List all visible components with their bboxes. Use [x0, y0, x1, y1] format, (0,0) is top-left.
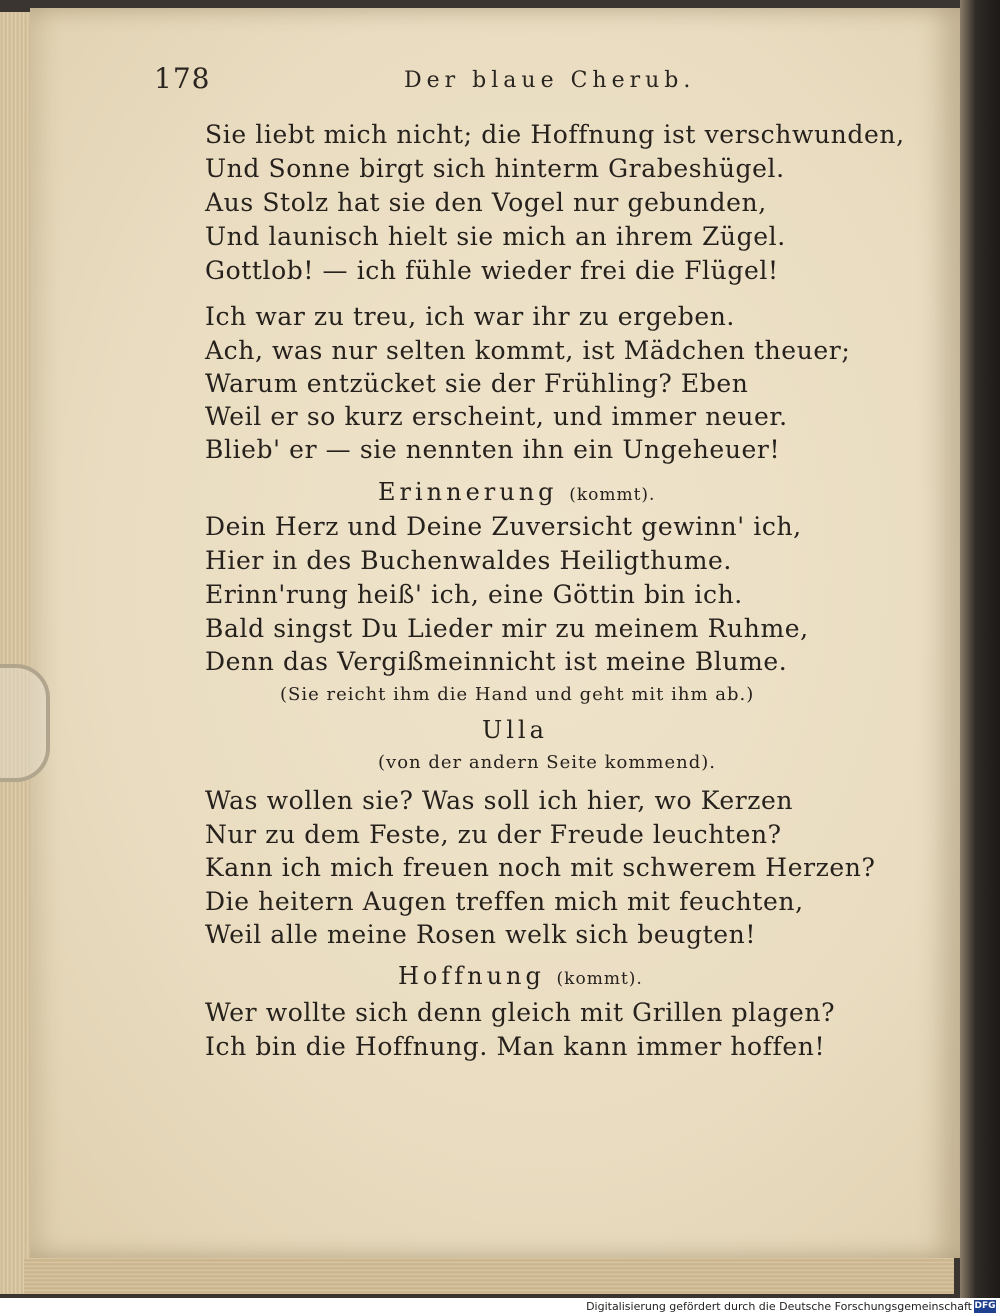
page-clip — [0, 664, 50, 782]
verse-line: Denn das Vergißmeinnicht ist meine Blume. — [205, 647, 788, 676]
page-header — [154, 62, 774, 106]
verse-line: Weil alle meine Rosen welk sich beugten! — [205, 920, 756, 949]
verse-line: Blieb' er — sie nennten ihn ein Ungeheuer! — [205, 435, 781, 464]
verse-line: Nur zu dem Feste, zu der Freude leuchten? — [205, 820, 782, 849]
speaker-heading — [378, 478, 655, 506]
speaker-name: Hoffnung — [398, 962, 545, 990]
dfg-logo: DFG — [974, 1301, 996, 1311]
verse-line: Ich bin die Hoffnung. Man kann immer hoffen! — [205, 1032, 826, 1061]
verse-line: Und launisch hielt sie mich an ihrem Zügel. — [205, 222, 786, 251]
verse-line: Wer wollte sich denn gleich mit Grillen plagen? — [205, 998, 836, 1027]
verse-line: Warum entzücket sie der Frühling? Eben — [205, 369, 749, 398]
verse-line: Gottlob! — ich fühle wieder frei die Flügel! — [205, 256, 779, 285]
verse-line: Erinn'rung heiß' ich, eine Göttin bin ich. — [205, 580, 743, 609]
digitization-credit: Digitalisierung gefördert durch die Deutsche Forschungsgemeinschaft — [586, 1300, 972, 1313]
verse-line: Und Sonne birgt sich hinterm Grabeshügel. — [205, 154, 785, 183]
stage-direction: (von der andern Seite kommend). — [378, 752, 717, 773]
verse-line: Sie liebt mich nicht; die Hoffnung ist verschwunden, — [205, 120, 905, 149]
verse-line: Aus Stolz hat sie den Vogel nur gebunden, — [205, 188, 767, 217]
speaker-heading — [482, 716, 548, 744]
verse-line: Was wollen sie? Was soll ich hier, wo Kerzen — [205, 786, 794, 815]
speaker-note: (kommt). — [569, 485, 656, 505]
speaker-heading — [398, 962, 643, 990]
speaker-name: Ulla — [482, 716, 548, 744]
verse-line: Bald singst Du Lieder mir zu meinem Ruhme, — [205, 614, 809, 643]
verse-line: Die heitern Augen treffen mich mit feuchten, — [205, 887, 804, 916]
verse-line: Dein Herz und Deine Zuversicht gewinn' ich, — [205, 512, 802, 541]
verse-line: Ach, was nur selten kommt, ist Mädchen theuer; — [205, 336, 851, 365]
speaker-note: (kommt). — [556, 969, 643, 989]
verse-line: Weil er so kurz erscheint, und immer neuer. — [205, 402, 788, 431]
verse-line: Ich war zu treu, ich war ihr zu ergeben. — [205, 302, 735, 331]
page-number: 178 — [154, 62, 211, 95]
stage-direction: (Sie reicht ihm die Hand und geht mit ihm ab.) — [280, 684, 755, 705]
speaker-name: Erinnerung — [378, 478, 558, 506]
book-spine — [960, 0, 1000, 1298]
verse-line: Hier in des Buchenwaldes Heiligthume. — [205, 546, 732, 575]
running-title: Der blaue Cherub. — [404, 68, 696, 93]
verse-line: Kann ich mich freuen noch mit schwerem Herzen? — [205, 853, 876, 882]
page-edges-bottom — [24, 1258, 954, 1294]
